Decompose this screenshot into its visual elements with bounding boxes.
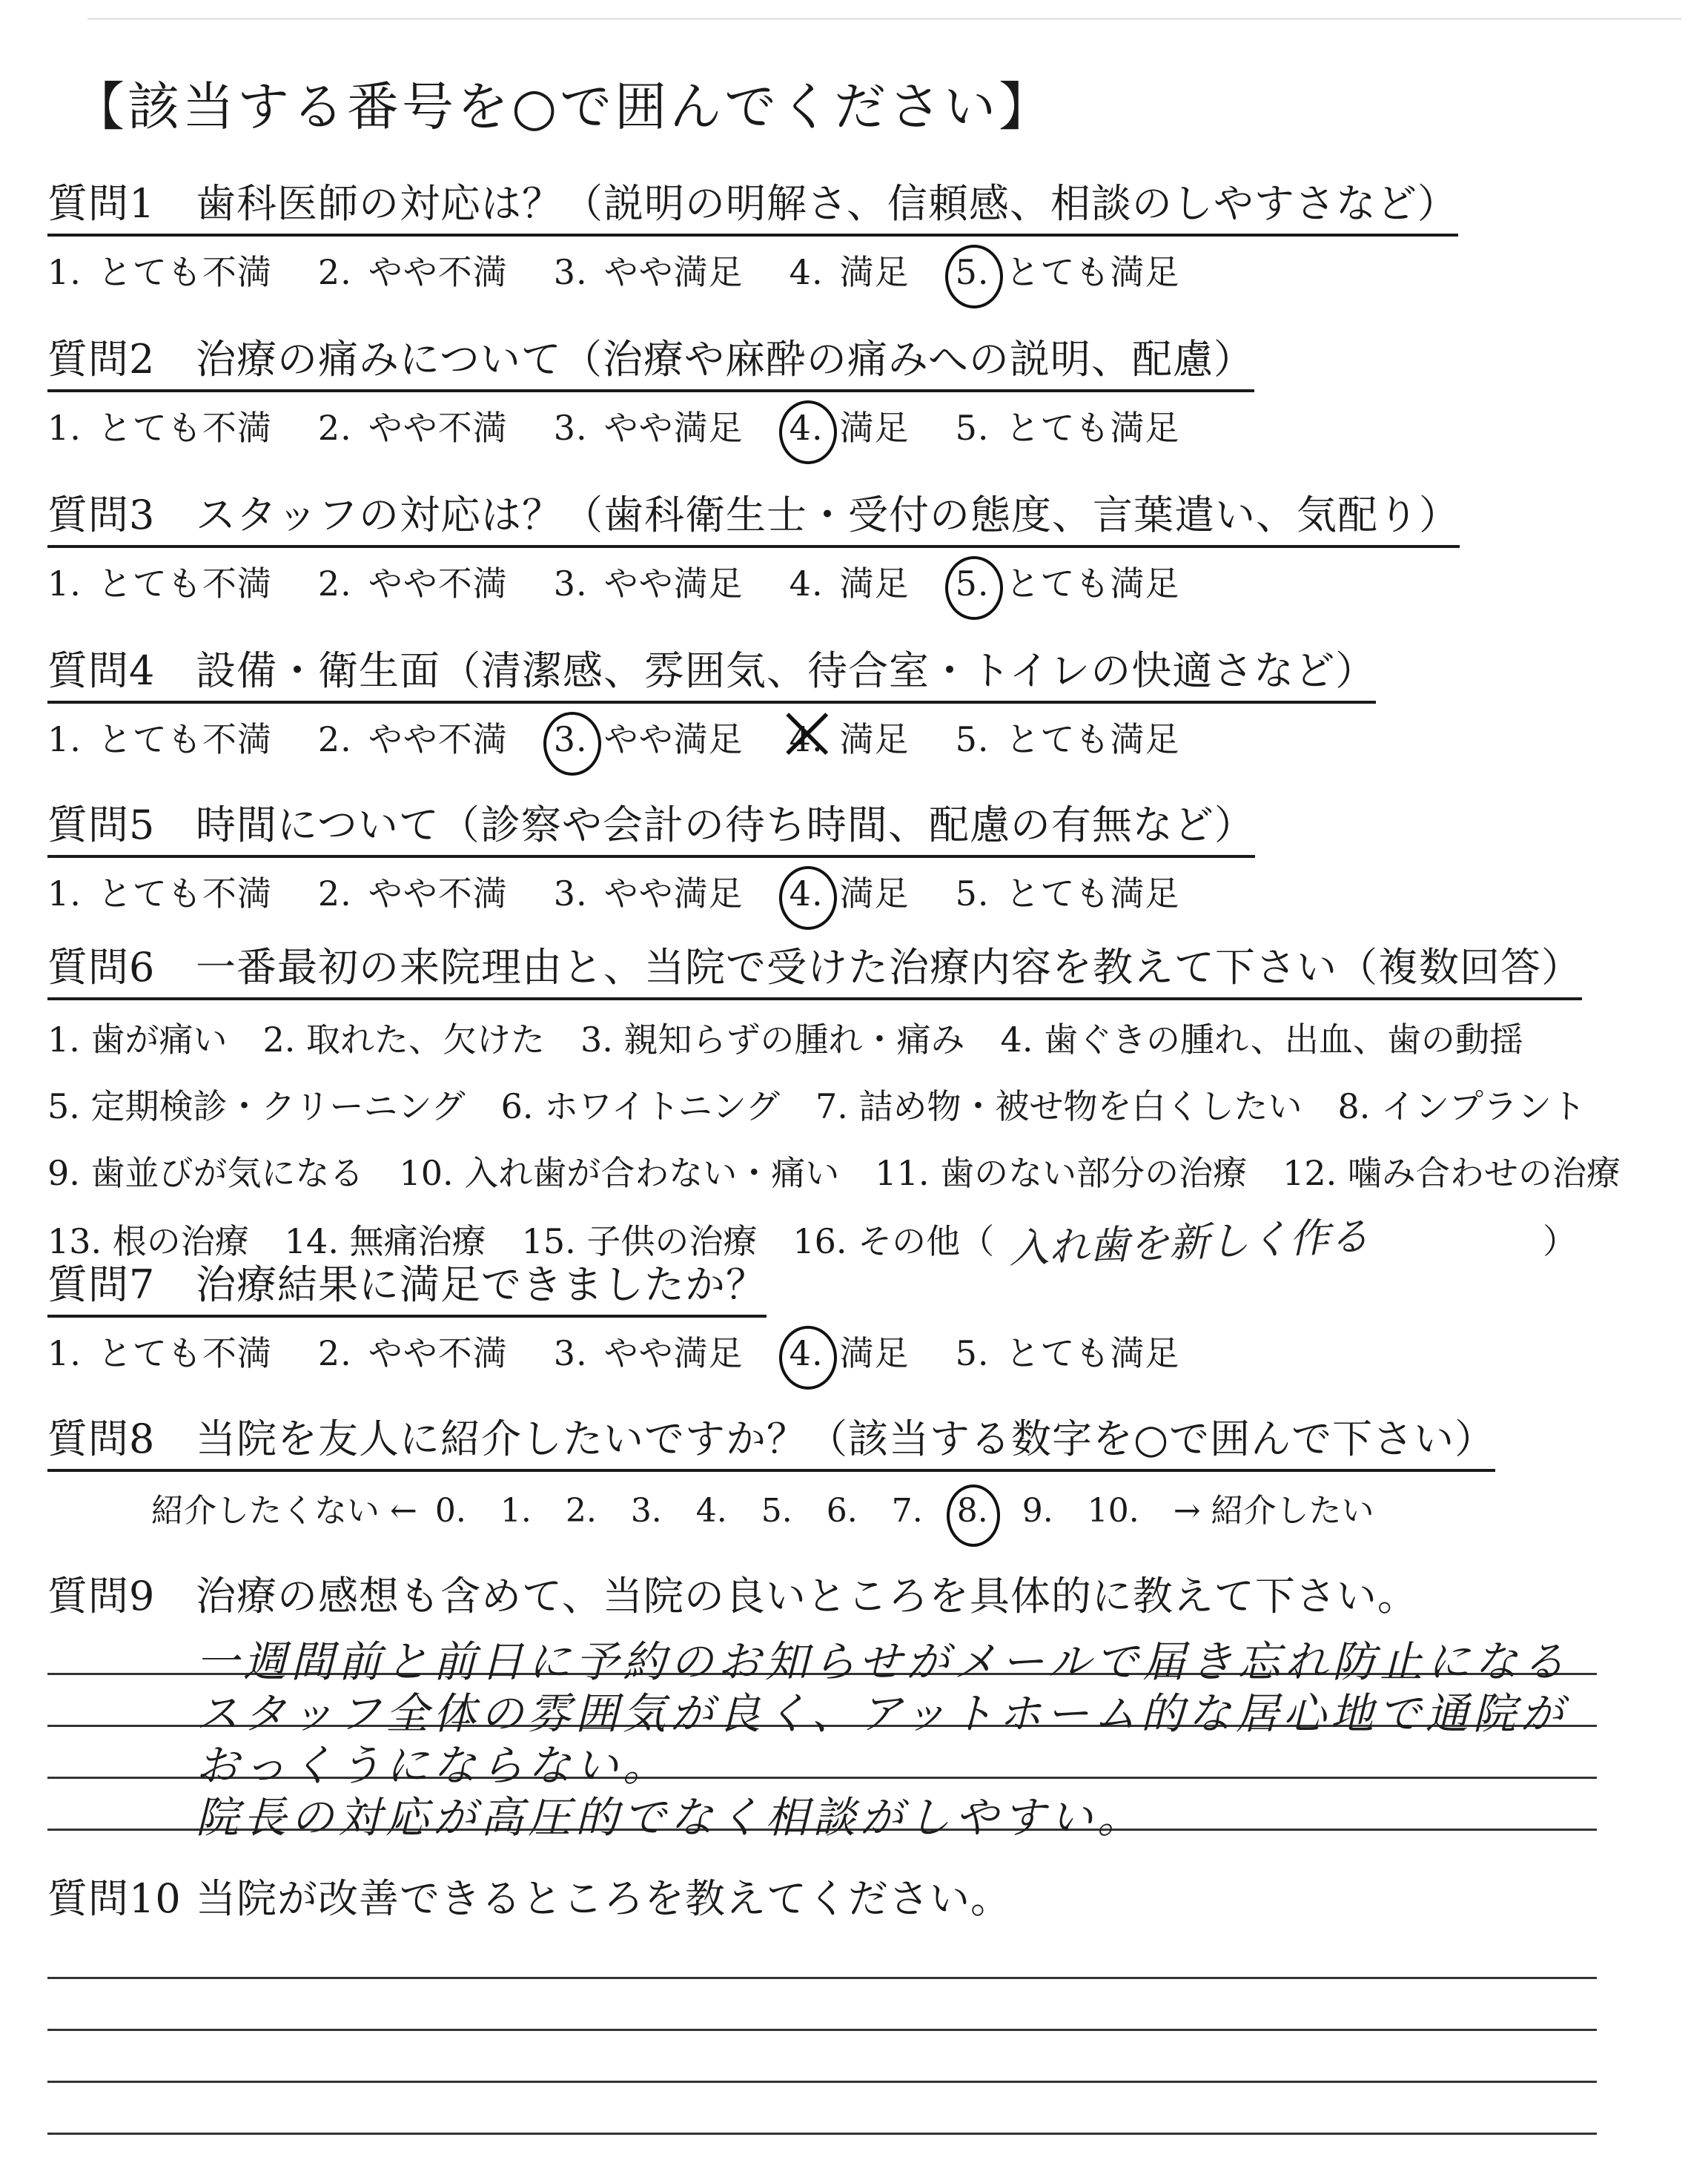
question-number: 質問3 bbox=[47, 492, 156, 538]
question-1 bbox=[47, 172, 1458, 294]
scale-value[interactable]: 0. bbox=[434, 1492, 466, 1530]
question-7-number: 質問7 bbox=[47, 1261, 156, 1308]
option-label: やや不満 bbox=[368, 408, 508, 448]
option-number: 1. bbox=[47, 1333, 82, 1373]
question-6 bbox=[47, 936, 1656, 1275]
question-2 bbox=[47, 328, 1254, 450]
option-2[interactable] bbox=[318, 713, 508, 762]
option-label: やや不満 bbox=[368, 1333, 508, 1373]
reason-item[interactable]: 7. 詰め物・被せ物を白くしたい bbox=[815, 1086, 1302, 1126]
reason-item[interactable]: 13. 根の治療 bbox=[47, 1221, 249, 1261]
question-1-title bbox=[47, 172, 1458, 237]
option-number: 3. bbox=[553, 252, 588, 292]
question-6-text: 一番最初の来院理由と、当院で受けた治療内容を教えて下さい（複数回答） bbox=[196, 944, 1582, 991]
reason-item[interactable]: 5. 定期検診・クリーニング bbox=[47, 1086, 466, 1126]
reason-row bbox=[47, 1140, 1656, 1206]
option-3[interactable] bbox=[554, 245, 744, 294]
option-label: 満足 bbox=[839, 408, 910, 448]
scale-value[interactable]: 2. bbox=[565, 1492, 597, 1530]
option-number: 3. bbox=[553, 564, 588, 604]
answer-rule-line bbox=[47, 2081, 1597, 2083]
option-number: 4. bbox=[789, 564, 824, 604]
reason-item[interactable]: 12. 噛み合わせの治療 bbox=[1282, 1153, 1621, 1193]
question-4-title bbox=[47, 639, 1376, 704]
reason-item[interactable]: 2. 取れた、欠けた bbox=[262, 1020, 546, 1060]
option-label: やや満足 bbox=[603, 873, 744, 914]
answer-rule-line bbox=[47, 1977, 1597, 1979]
option-number: 3. bbox=[553, 1333, 588, 1373]
question-8 bbox=[47, 1407, 1495, 1531]
scale-value[interactable]: 10. bbox=[1087, 1492, 1139, 1530]
option-label: やや満足 bbox=[603, 1333, 744, 1373]
option-number: 4. bbox=[789, 408, 824, 448]
option-3[interactable] bbox=[554, 401, 744, 450]
option-5[interactable] bbox=[956, 401, 1180, 450]
option-label: やや満足 bbox=[603, 408, 744, 448]
option-2[interactable] bbox=[318, 401, 508, 450]
option-number: 5. bbox=[955, 252, 990, 292]
option-number: 1. bbox=[47, 873, 82, 914]
question-7-text: 治療結果に満足できましたか？ bbox=[196, 1261, 767, 1308]
option-5[interactable] bbox=[956, 245, 1180, 294]
option-1[interactable] bbox=[47, 557, 272, 606]
page-title: 【該当する番号を○で囲んでください】 bbox=[73, 76, 1054, 137]
option-number: 5. bbox=[955, 873, 990, 914]
question-2-title bbox=[47, 328, 1254, 392]
option-label: とても満足 bbox=[1005, 873, 1180, 914]
option-label: とても不満 bbox=[97, 1333, 272, 1373]
question-6-title bbox=[47, 936, 1582, 1000]
option-number: 2. bbox=[317, 408, 352, 448]
question-3 bbox=[47, 483, 1460, 606]
question-8-number: 質問8 bbox=[47, 1416, 156, 1462]
reason-item[interactable]: 8. インプラント bbox=[1337, 1086, 1586, 1126]
option-number: 5. bbox=[955, 719, 990, 759]
option-label: とても満足 bbox=[1005, 564, 1180, 604]
option-label: 満足 bbox=[839, 564, 910, 604]
question-text: 治療の痛みについて（治療や麻酔の痛みへの説明、配慮） bbox=[196, 336, 1254, 383]
handwritten-answer-line: 院長の対応が高圧的でなく相談がしやすい。 bbox=[196, 1792, 1145, 1843]
scale-value[interactable]: 1. bbox=[500, 1492, 532, 1530]
question-7-title bbox=[47, 1253, 767, 1318]
question-6-number: 質問6 bbox=[47, 944, 156, 991]
reason-item[interactable]: 9. 歯並びが気になる bbox=[47, 1153, 364, 1193]
option-4[interactable] bbox=[790, 1327, 910, 1375]
option-number: 4. bbox=[789, 873, 824, 914]
question-5-title bbox=[47, 793, 1255, 858]
reason-other-close: ） bbox=[1543, 1221, 1578, 1261]
option-4[interactable] bbox=[790, 713, 910, 762]
option-number: 4. × bbox=[790, 719, 824, 759]
option-1[interactable] bbox=[47, 401, 272, 450]
option-label: 満足 bbox=[839, 252, 910, 292]
question-number: 質問2 bbox=[47, 336, 156, 383]
option-number: 4. bbox=[789, 252, 824, 292]
question-8-text: 当院を友人に紹介したいですか？（該当する数字を○で囲んで下さい） bbox=[196, 1416, 1496, 1462]
option-number: 3. bbox=[553, 719, 588, 759]
option-label: やや不満 bbox=[368, 252, 508, 292]
reason-list bbox=[47, 1006, 1656, 1275]
rating-options bbox=[47, 713, 1376, 762]
question-text: スタッフの対応は？（歯科衛生士・受付の態度、言葉遣い、気配り） bbox=[196, 492, 1460, 538]
option-label: 満足 bbox=[839, 719, 910, 759]
question-10 bbox=[47, 1867, 1011, 1924]
option-1[interactable] bbox=[47, 1327, 272, 1375]
option-label: とても不満 bbox=[97, 719, 272, 759]
option-5[interactable] bbox=[956, 1327, 1180, 1375]
option-label: 満足 bbox=[839, 1333, 910, 1373]
option-number: 1. bbox=[47, 719, 82, 759]
option-label: とても不満 bbox=[97, 873, 272, 914]
question-10-answer-area bbox=[47, 1928, 1597, 2150]
option-2[interactable] bbox=[318, 557, 508, 606]
rating-options bbox=[47, 245, 1458, 294]
scale-value[interactable]: 5. bbox=[761, 1492, 792, 1530]
option-label: とても不満 bbox=[97, 252, 272, 292]
option-3[interactable] bbox=[554, 867, 744, 916]
option-4[interactable] bbox=[790, 867, 910, 916]
option-label: とても満足 bbox=[1005, 719, 1180, 759]
question-9-number: 質問9 bbox=[47, 1573, 156, 1619]
option-number: 2. bbox=[317, 252, 352, 292]
answer-rule-line bbox=[47, 2133, 1597, 2135]
reason-item[interactable]: 14. 無痛治療 bbox=[284, 1221, 486, 1261]
option-number: 1. bbox=[47, 408, 82, 448]
reason-item[interactable]: 4. 歯ぐきの腫れ、出血、歯の動揺 bbox=[1000, 1020, 1523, 1060]
option-number: 2. bbox=[317, 873, 352, 914]
question-10-title bbox=[47, 1875, 1011, 1922]
option-3[interactable] bbox=[554, 1327, 744, 1375]
option-label: やや不満 bbox=[368, 873, 508, 914]
reason-row bbox=[47, 1073, 1656, 1140]
option-label: やや満足 bbox=[603, 719, 744, 759]
reason-item[interactable]: 10. 入れ歯が合わない・痛い bbox=[399, 1153, 840, 1193]
question-7 bbox=[47, 1253, 1225, 1375]
handwritten-answer-line: 一週間前と前日に予約のお知らせがメールで届き忘れ防止になる bbox=[196, 1636, 1570, 1687]
question-text: 時間について（診察や会計の待ち時間、配慮の有無など） bbox=[196, 802, 1255, 848]
option-number: 5. bbox=[955, 564, 990, 604]
option-label: 満足 bbox=[839, 873, 910, 914]
option-3[interactable] bbox=[554, 713, 744, 762]
option-5[interactable] bbox=[956, 557, 1180, 606]
question-text: 歯科医師の対応は？（説明の明解さ、信頼感、相談のしやすさなど） bbox=[196, 180, 1458, 227]
reason-other-handwritten[interactable]: 入れ歯を新しく作る bbox=[1008, 1212, 1371, 1272]
handwritten-answer-line: おっくうにならない。 bbox=[196, 1740, 671, 1791]
scale-value[interactable]: 7. bbox=[891, 1492, 923, 1530]
option-label: やや満足 bbox=[603, 564, 744, 604]
reason-item[interactable]: 1. 歯が痛い bbox=[47, 1020, 228, 1060]
question-number: 質問4 bbox=[47, 647, 156, 694]
question-number: 質問5 bbox=[47, 802, 156, 848]
option-number: 3. bbox=[553, 408, 588, 448]
question-9 bbox=[47, 1565, 1418, 1622]
option-label: とても満足 bbox=[1005, 1333, 1180, 1373]
scale-left-label: 紹介したくない ← bbox=[151, 1492, 417, 1530]
option-number: 5. bbox=[955, 1333, 990, 1373]
reason-item[interactable]: 15. 子供の治療 bbox=[521, 1221, 758, 1261]
reason-item[interactable]: 3. 親知らずの腫れ・痛み bbox=[580, 1020, 965, 1060]
option-1[interactable] bbox=[47, 245, 272, 294]
question-4 bbox=[47, 639, 1376, 762]
question-number: 質問1 bbox=[47, 180, 156, 227]
scale-value[interactable]: 9. bbox=[1022, 1492, 1053, 1530]
reason-item[interactable]: 6. ホワイトニング bbox=[500, 1086, 780, 1126]
option-label: やや満足 bbox=[603, 252, 744, 292]
question-9-answer-area bbox=[47, 1624, 1597, 1846]
option-number: 3. bbox=[553, 873, 588, 914]
scale-value[interactable]: 6. bbox=[826, 1492, 858, 1530]
scale-right-label: → 紹介したい bbox=[1173, 1492, 1374, 1530]
option-2[interactable] bbox=[318, 1327, 508, 1375]
question-9-text: 治療の感想も含めて、当院の良いところを具体的に教えて下さい。 bbox=[196, 1573, 1418, 1619]
question-3-title bbox=[47, 483, 1460, 548]
reason-item[interactable]: 11. 歯のない部分の治療 bbox=[875, 1153, 1248, 1193]
scale-value[interactable]: 4. bbox=[695, 1492, 727, 1530]
rating-options bbox=[47, 867, 1255, 916]
option-number: 2. bbox=[317, 564, 352, 604]
question-text: 設備・衛生面（清潔感、雰囲気、待合室・トイレの快適さなど） bbox=[196, 647, 1377, 694]
option-number: 4. bbox=[789, 1333, 824, 1373]
option-label: とても不満 bbox=[97, 408, 272, 448]
option-2[interactable] bbox=[318, 245, 508, 294]
option-3[interactable] bbox=[554, 557, 744, 606]
question-5 bbox=[47, 793, 1255, 916]
option-4[interactable] bbox=[790, 401, 910, 450]
option-5[interactable] bbox=[956, 713, 1180, 762]
option-2[interactable] bbox=[318, 867, 508, 916]
option-number: 5. bbox=[955, 408, 990, 448]
option-number: 1. bbox=[47, 252, 82, 292]
question-10-text: 当院が改善できるところを教えてください。 bbox=[196, 1875, 1011, 1922]
recommend-scale bbox=[151, 1484, 1495, 1531]
option-5[interactable] bbox=[956, 867, 1180, 916]
option-4[interactable] bbox=[790, 245, 910, 294]
scale-value[interactable]: 8. bbox=[956, 1492, 988, 1530]
option-1[interactable] bbox=[47, 867, 272, 916]
option-number: 2. bbox=[317, 1333, 352, 1373]
option-label: やや不満 bbox=[368, 564, 508, 604]
scan-edge bbox=[87, 18, 1681, 20]
reason-other-label: 16. その他（ bbox=[792, 1221, 995, 1261]
option-label: とても満足 bbox=[1005, 408, 1180, 448]
handwritten-answer-line: スタッフ全体の雰囲気が良く、アットホーム的な居心地で通院が bbox=[196, 1688, 1568, 1739]
option-label: とても不満 bbox=[97, 564, 272, 604]
question-7-options bbox=[47, 1327, 1225, 1375]
question-9-title bbox=[47, 1573, 1418, 1619]
scale-value[interactable]: 3. bbox=[630, 1492, 662, 1530]
option-4[interactable] bbox=[790, 557, 910, 606]
option-number: 1. bbox=[47, 564, 82, 604]
question-10-number: 質問10 bbox=[47, 1875, 182, 1922]
option-number: 2. bbox=[317, 719, 352, 759]
option-1[interactable] bbox=[47, 713, 272, 762]
question-8-title bbox=[47, 1407, 1495, 1472]
answer-rule-line bbox=[47, 2029, 1597, 2031]
rating-options bbox=[47, 401, 1254, 450]
rating-options bbox=[47, 557, 1460, 606]
reason-row bbox=[47, 1006, 1656, 1073]
option-label: やや不満 bbox=[368, 719, 508, 759]
option-label: とても満足 bbox=[1005, 252, 1180, 292]
